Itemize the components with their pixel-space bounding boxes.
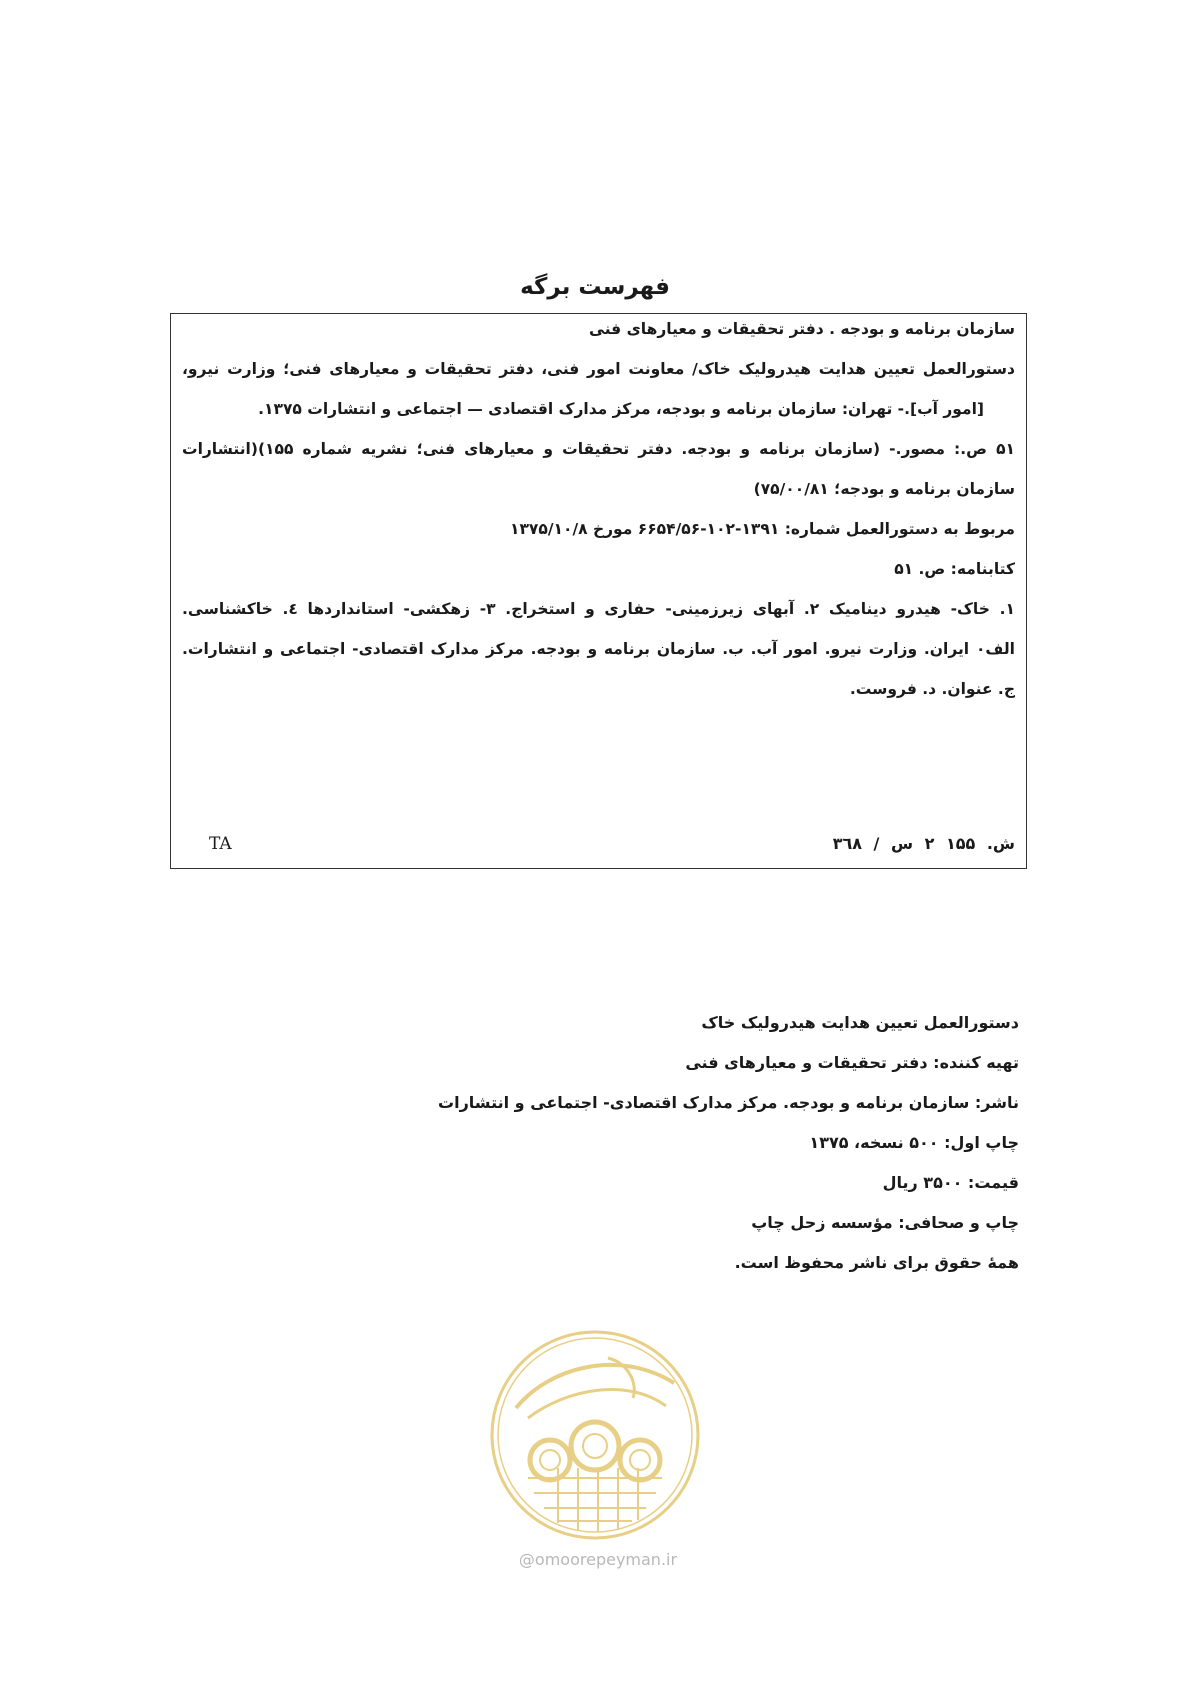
info-copyright: همهٔ حقوق برای ناشر محفوظ است. (734, 1253, 1019, 1272)
cip-line-author: سازمان برنامه و بودجه . دفتر تحقیقات و معیارهای فنی (589, 320, 1015, 338)
cip-line-subjects: ۱. خاک- هیدرو دینامیک ۲. آبهای زیرزمینی- حفاری و استخراج. ۳- زهکشی- استانداردها ٤. خاکشناسی. (182, 600, 1015, 618)
watermark-url: @omoorepeyman.ir (518, 1550, 678, 1569)
cip-line-series: سازمان برنامه و بودجه؛ ۷۵/۰۰/۸۱) (753, 480, 1015, 498)
info-printing: چاپ و صحافی: مؤسسه زحل چاپ (751, 1213, 1019, 1232)
watermark-seal-logo (488, 1328, 702, 1542)
cip-record-box (170, 313, 1027, 869)
info-publisher: ناشر: سازمان برنامه و بودجه. مرکز مدارک اقتصادی- اجتماعی و انتشارات (438, 1093, 1019, 1112)
info-edition: چاپ اول: ۵۰۰ نسخه، ۱۳۷۵ (809, 1133, 1019, 1152)
call-number-right: ش. ۱۵۵ ۲ س / ۳٦۸ (832, 834, 1015, 853)
cip-line-note: مربوط به دستورالعمل شماره: ۱۳۹۱-۱۰۲-۶۶۵۴/۵۶ مورخ ۱۳۷۵/۱۰/۸ (510, 520, 1015, 538)
info-title: دستورالعمل تعیین هدایت هیدرولیک خاک (701, 1013, 1019, 1032)
cip-line-title-series: ج. عنوان. د. فروست. (849, 680, 1015, 698)
cip-line-bibliography: کتابنامه: ص. ۵۱ (894, 560, 1015, 578)
call-number-left: TA (209, 834, 232, 854)
page-title: فهرست برگه (520, 274, 670, 300)
cip-line-imprint: [امور آب].- تهران: سازمان برنامه و بودجه، مرکز مدارک اقتصادی — اجتماعی و انتشارات ۱۳۷۵. (258, 400, 984, 418)
info-prepared-by: تهیه کننده: دفتر تحقیقات و معیارهای فنی (685, 1053, 1019, 1072)
cip-line-collation: ۵۱ ص.: مصور.- (سازمان برنامه و بودجه. دفتر تحقیقات و معیارهای فنی؛ نشریه شماره ۱۵۵)(انتشارات (182, 440, 1015, 458)
cip-line-added-entries: الف٠ ایران. وزارت نیرو. امور آب. ب. سازمان برنامه و بودجه. مرکز مدارک اقتصادی- اجتماعی و انتشارات. (182, 640, 1015, 658)
info-price: قیمت: ۳۵۰۰ ریال (882, 1173, 1019, 1192)
cip-line-title: دستورالعمل تعیین هدایت هیدرولیک خاک/ معاونت امور فنی، دفتر تحقیقات و معیارهای فنی؛ وزارت نیرو، (182, 360, 1015, 378)
